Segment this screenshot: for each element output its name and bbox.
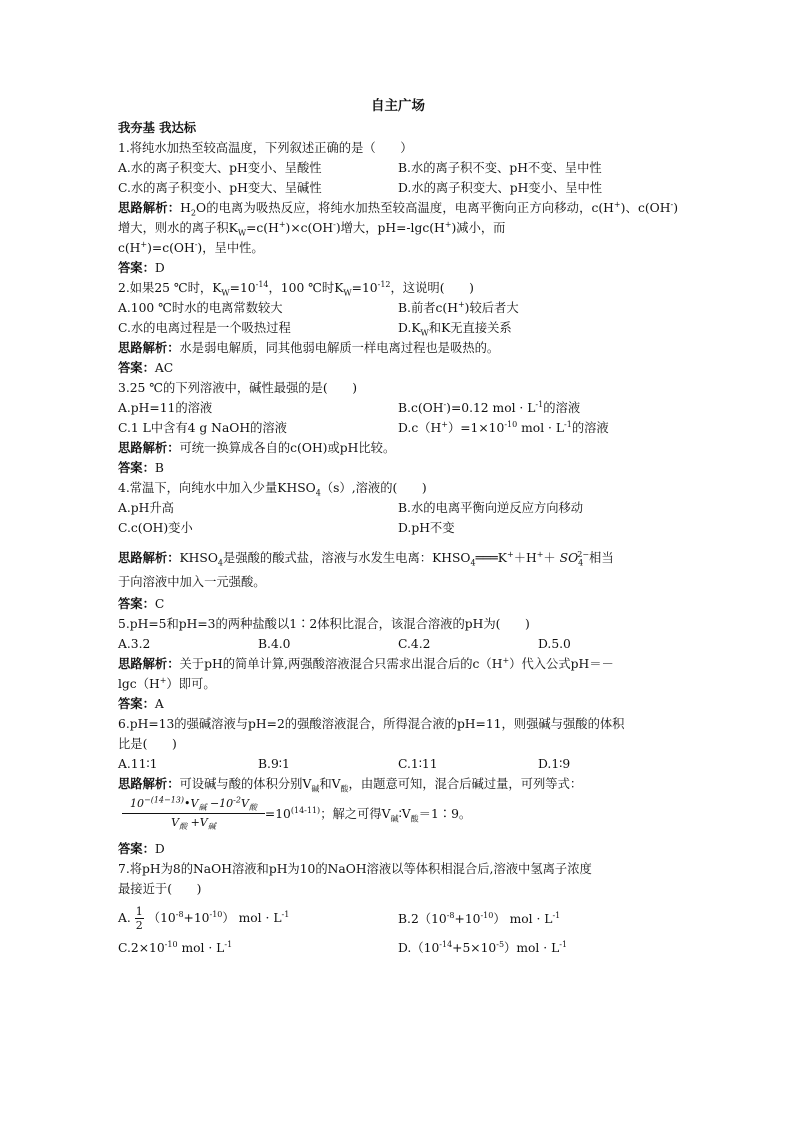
q2-analysis: 思路解析：水是弱电解质，同其他弱电解质一样电离过程也是吸热的。 [118, 340, 500, 355]
q5-analysis: 思路解析：关于pH的简单计算,两强酸溶液混合只需求出混合后的c（H+）代入公式pH＝－ lgc（H+）即可。 [118, 655, 614, 691]
q1-analysis: 思路解析：$H_2O$的电离为吸热反应，将纯水加热至较高温度，电离平衡向正方向移动，c(H+)、c(OH-)增大，则水的离子积$K_W=c(H^+)\times c(OH^-)$增大，pH=-lgc(H+)减小，而 c(H+)=c(OH-)，呈中性。 [118, 199, 678, 255]
document-page [118, 96, 678, 958]
half-fraction: $\frac{1}{2}$ [135, 905, 143, 932]
q6-fraction [122, 796, 265, 831]
q6-option-a: A.11∶1 [118, 757, 158, 771]
q4-analysis: 思路解析：$KHSO_4$是强酸的酸式盐，溶液与水发生电离：$KHSO_4═══K^++H^++ SO_4^{2-}$相当 于向溶液中加入一元强酸。 [118, 549, 614, 589]
q2-option-a: A.100 ℃时水的电离常数较大 [118, 301, 283, 315]
q5-stem: 5.pH=5和pH=3的两种盐酸以1∶2体积比混合，该混合溶液的pH为( ) [118, 617, 530, 631]
q7-option-c: $C.2\times 10^{-10}$ mol · $L^{-1}$ [118, 939, 233, 955]
q6-stem-line1: 6.pH=13的强碱溶液与pH=2的强酸溶液混合，所得混合液的pH=11，则强碱与强酸的体积 [118, 717, 625, 731]
q4-options-row1 [118, 498, 678, 518]
q3-option-b: B.c(OH-)=0.12 mol · $L^{-1}$的溶液 [398, 399, 581, 415]
q5-answer: 答案：A [118, 696, 164, 711]
q5-option-b: B.4.0 [258, 637, 291, 651]
q2-options-row2 [118, 318, 678, 338]
q4-options-row2 [118, 518, 678, 538]
q6-option-b: B.9∶1 [258, 757, 290, 771]
q3-options-row1 [118, 398, 678, 418]
q2-answer: 答案：AC [118, 360, 174, 375]
q1-option-a: A.水的离子积变大、pH变小、呈酸性 [118, 161, 322, 175]
q4-option-a: A.pH升高 [118, 501, 174, 515]
q4-option-b: B.水的电离平衡向逆反应方向移动 [398, 501, 584, 515]
q3-analysis: 思路解析：可统一换算成各自的c(OH)或pH比较。 [118, 440, 396, 455]
q3-answer: 答案：B [118, 460, 164, 475]
q7-stem-line1: 7.将pH为8的NaOH溶液和pH为10的NaOH溶液以等体积相混合后,溶液中氢离子浓度 [118, 862, 592, 876]
q7-stem-line2: 最接近于( ) [118, 882, 202, 896]
q2-stem: 2.如果25 ℃时，$K_W=10^{-14}$，100 ℃时$K_W=10^{-12}$，这说明( ) [118, 279, 474, 298]
q4-option-c: C.c(OH)变小 [118, 521, 193, 535]
answer-label: 答案： [118, 260, 155, 275]
section-heading: 我夯基 我达标 [118, 120, 197, 135]
page-title: 自主广场 [371, 98, 425, 114]
q3-option-a: A.pH=11的溶液 [118, 401, 213, 415]
q4-option-d: D.pH不变 [398, 521, 455, 535]
q1-option-c: C.水的离子积变小、pH变大、呈碱性 [118, 181, 322, 195]
q7-option-a: A. $\frac{1}{2}$ $(10^{-8}+10^{-10})$ mol · $L^{-1}$ [118, 905, 290, 932]
q7-options-row1 [118, 905, 678, 932]
q1-options-row2 [118, 178, 678, 198]
sulfate-formula: SO [559, 551, 579, 565]
q6-equation [118, 796, 678, 831]
q4-stem: 4.常温下，向纯水中加入少量$KHSO_4(s)$,溶液的( ) [118, 481, 427, 498]
q3-option-d: $D.c(H^+)=1\times 10^{-10}$ mol · $L^{-1}$的溶液 [398, 419, 609, 435]
fraction-numerator: $10^{-(14-13)}•V_碱 -10^{-2}V_酸$ [122, 796, 265, 814]
q6-answer: 答案：D [118, 841, 165, 856]
q2-option-d: $D.K_W$和K无直接关系 [398, 321, 512, 338]
q2-option-c: C.水的电离过程是一个吸热过程 [118, 321, 291, 335]
q1-option-b: B.水的离子积不变、pH不变、呈中性 [398, 161, 602, 175]
q6-stem-line2: 比是( ) [118, 737, 177, 751]
q6-analysis: 思路解析：可设碱与酸的体积分别$V_碱$和$V_酸$，由题意可知，混合后碱过量，可列等式： [118, 776, 583, 794]
q6-equation-result: $=10^{(14-11)}$；解之可得$V_碱∶V_酸=1∶9$。 [264, 805, 472, 823]
q5-option-c: C.4.2 [398, 637, 431, 651]
analysis-label: 思路解析： [118, 200, 181, 215]
q4-answer: 答案：C [118, 596, 165, 611]
q6-options [118, 754, 678, 774]
q2-options-row1 [118, 298, 678, 318]
q1-answer: 答案：D [118, 260, 165, 275]
q7-options-row2 [118, 938, 678, 958]
q1-options-row1 [118, 158, 678, 178]
q1-stem: 1.将纯水加热至较高温度，下列叙述正确的是（ ） [118, 141, 413, 155]
q2-option-b: B.前者c(H+)较后者大 [398, 299, 519, 315]
q3-option-c: C.1 L中含有4 g NaOH的溶液 [118, 421, 287, 435]
q5-option-d: D.5.0 [538, 637, 571, 651]
q5-option-a: A.3.2 [118, 637, 151, 651]
q7-option-b: $B.2(10^{-8}+10^{-10})$ mol · $L^{-1}$ [398, 910, 561, 926]
q7-option-d: $D.(10^{-14}+5\times 10^{-5})mol \cdot L^{-1}$ [398, 939, 568, 955]
q5-options [118, 634, 678, 654]
q1-option-d: D.水的离子积变大、pH变小、呈中性 [398, 181, 603, 195]
fraction-denominator: $V_酸 +V_碱$ [171, 816, 216, 832]
q6-option-c: C.1∶11 [398, 757, 438, 771]
q6-option-d: D.1∶9 [538, 757, 571, 771]
q3-options-row2 [118, 418, 678, 438]
q3-stem: 3.25 ℃的下列溶液中，碱性最强的是( ) [118, 381, 358, 395]
